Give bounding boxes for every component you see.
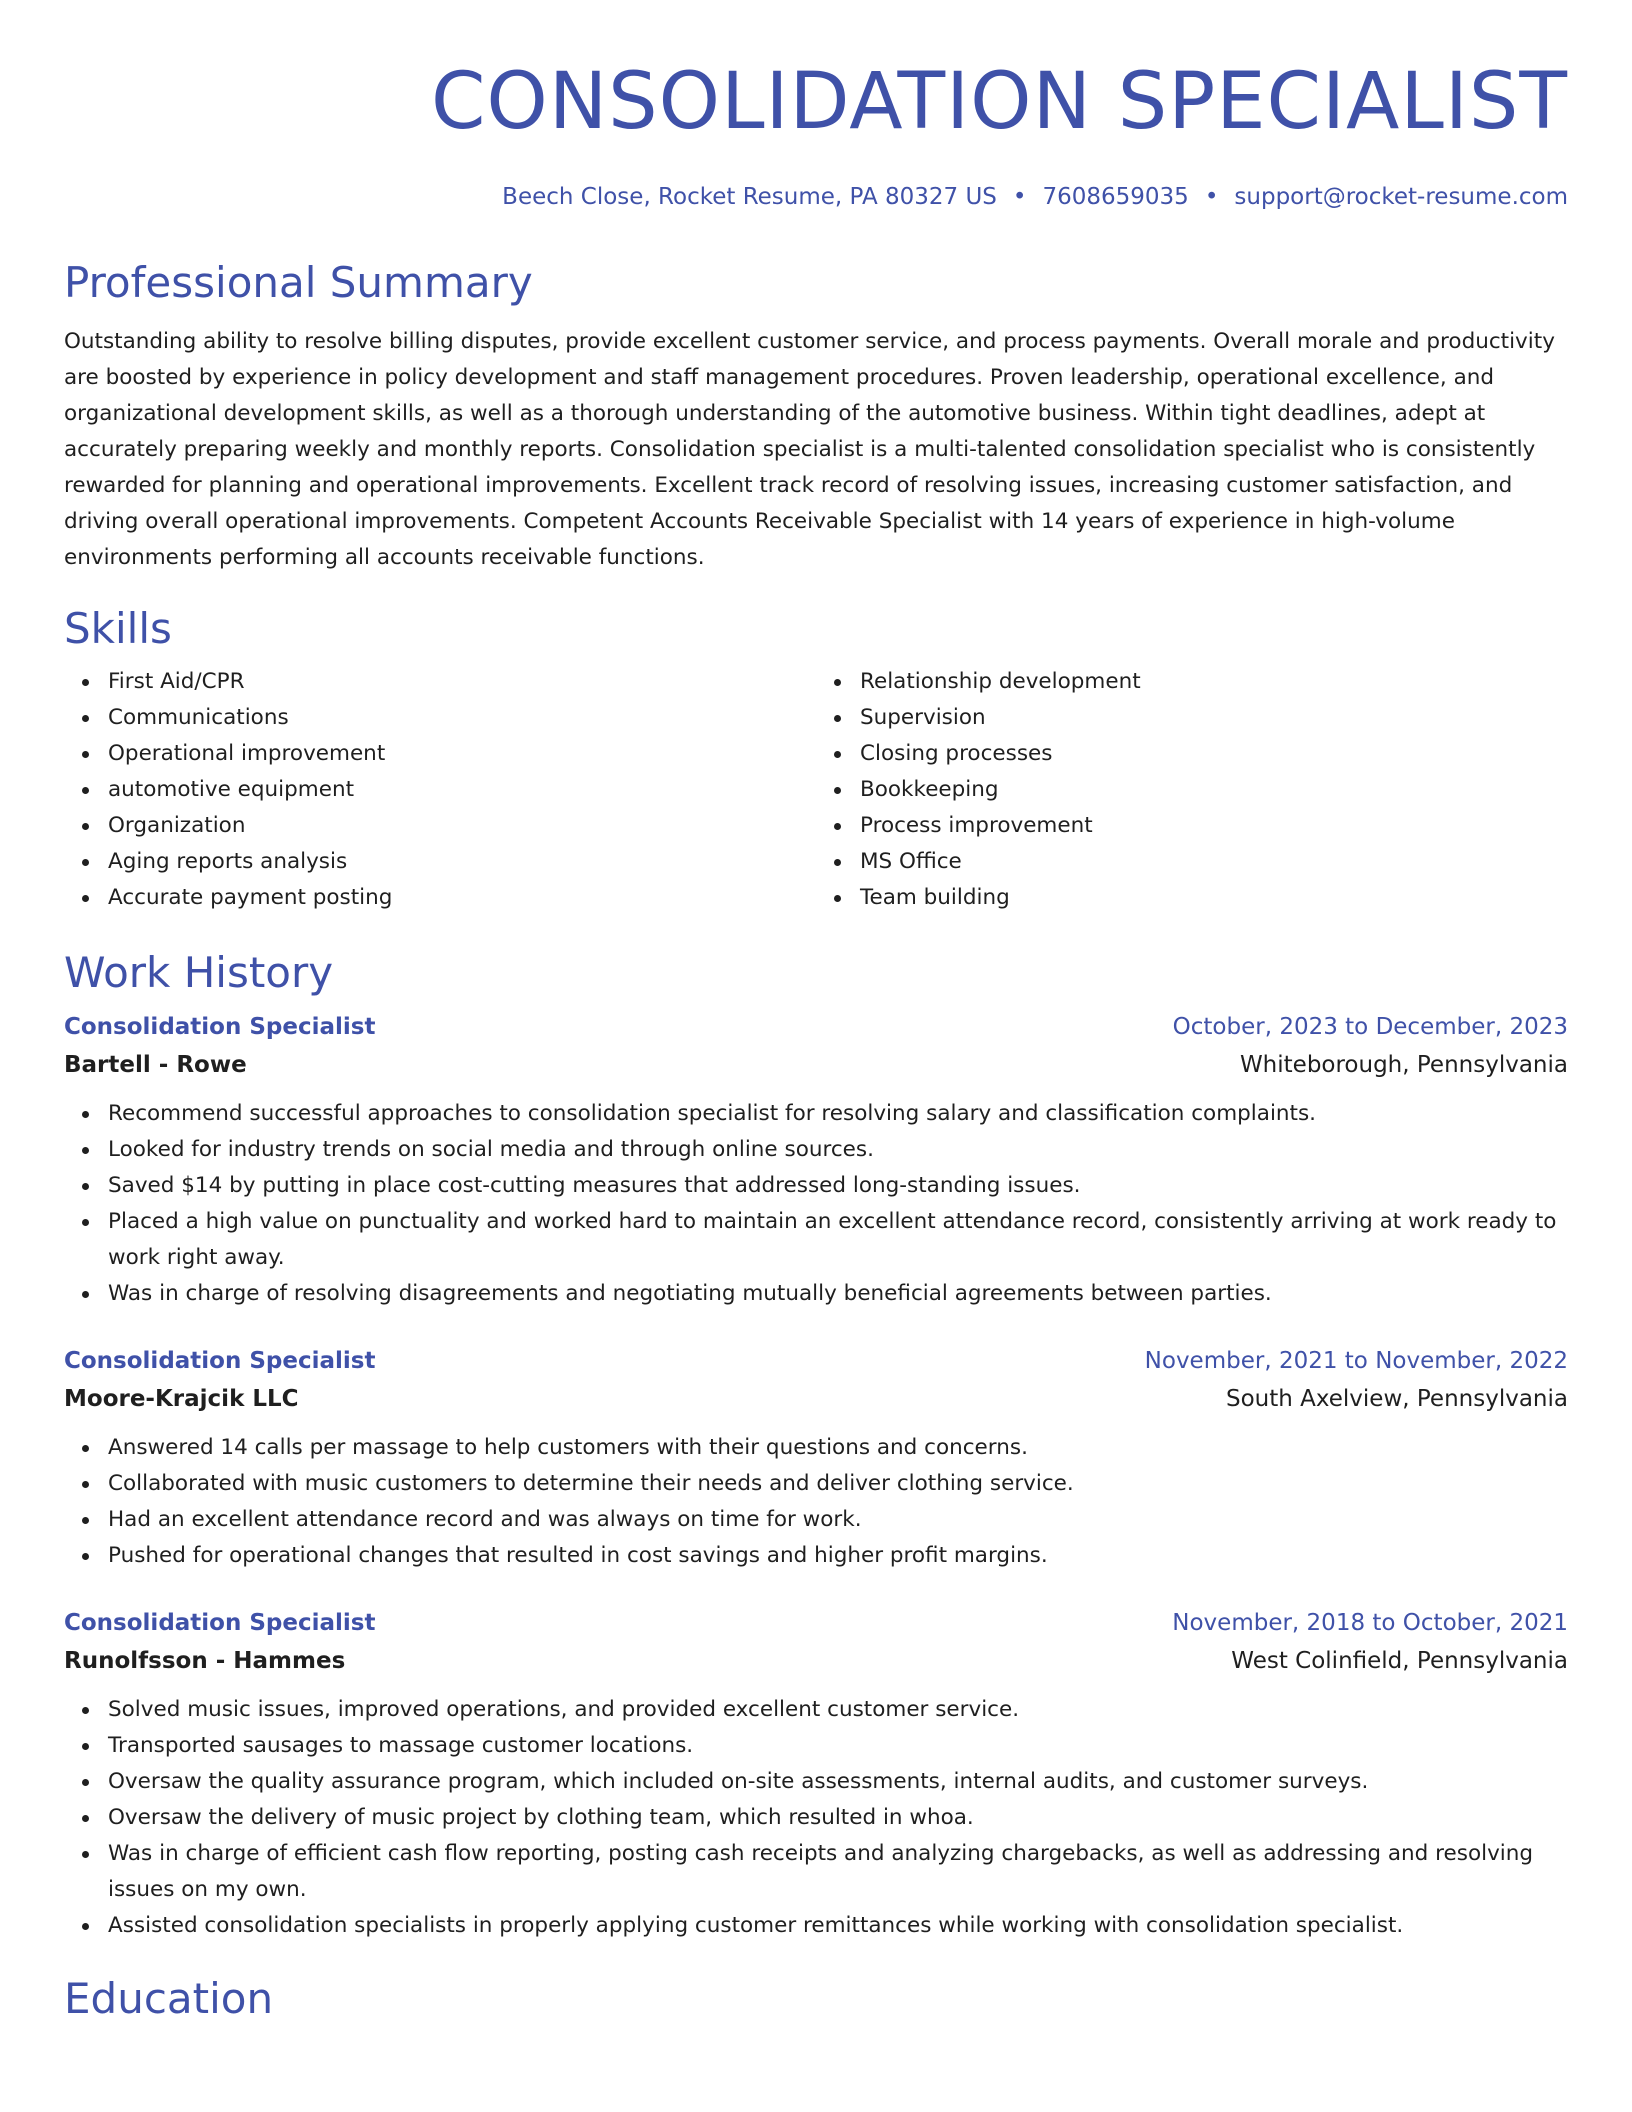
job-company: Moore-Krajcik LLC [64,1386,299,1412]
job-dates: November, 2018 to October, 2021 [1172,1610,1568,1636]
job-bullet: Assisted consolidation specialists in properly applying customer remittances while working with consolidation specialist. [108,1908,1568,1944]
job-header [64,1342,1568,1380]
skill-item: Accurate payment posting [108,880,816,916]
job-bullet: Collaborated with music customers to determine their needs and deliver clothing service. [108,1466,1568,1502]
job-title: Consolidation Specialist [64,1348,376,1374]
job-bullet: Pushed for operational changes that resulted in cost savings and higher profit margins. [108,1538,1568,1574]
job-title: Consolidation Specialist [64,1610,376,1636]
job-bullet: Oversaw the quality assurance program, which included on-site assessments, internal audits, and customer surveys. [108,1764,1568,1800]
contact-line [64,182,1568,212]
skills-column-right [816,664,1568,916]
skill-item: Organization [108,808,816,844]
job-location: South Axelview, Pennsylvania [1225,1386,1568,1412]
skills-column-left [64,664,816,916]
job-bullet: Solved music issues, improved operations, and provided excellent customer service. [108,1692,1568,1728]
skill-item: MS Office [860,844,1568,880]
section-title-work-history: Work History [64,948,334,997]
job-bullets [64,1096,1568,1312]
contact-address: Beech Close, Rocket Resume, PA 80327 US [502,184,997,210]
job-dates: October, 2023 to December, 2023 [1172,1014,1568,1040]
job-bullet: Was in charge of resolving disagreements and negotiating mutually beneficial agreements between parties. [108,1276,1568,1312]
job-entry [64,1342,1568,1574]
section-title-education: Education [64,1974,274,2023]
job-location: West Colinfield, Pennsylvania [1231,1648,1568,1674]
job-bullets [64,1430,1568,1574]
candidate-name: CONSOLIDATION SPECIALIST [430,57,1568,147]
skill-item: automotive equipment [108,772,816,808]
skills-list [64,664,1568,916]
skill-item: Communications [108,700,816,736]
contact-separator: • [1012,184,1027,210]
job-employer-row [64,1642,1568,1680]
summary-text: Outstanding ability to resolve billing disputes, provide excellent customer service, and process payments. Overall morale and productivity are boosted by experience in policy development and staff management procedures. Proven leadership, operational excellence, and organizational development skills, as well as a thorough understanding of the automotive business. Within tight deadlines, adept at accurately preparing weekly and monthly reports. Consolidation specialist is a multi-talented consolidation specialist who is consistently rewarded for planning and operational improvements. Excellent track record of resolving issues, increasing customer satisfaction, and driving overall operational improvements. Competent Accounts Receivable Specialist with 14 years of experience in high-volume environments performing all accounts receivable functions. [64,329,1555,570]
job-bullets [64,1692,1568,1944]
contact-separator: • [1204,184,1219,210]
job-company: Runolfsson - Hammes [64,1648,346,1674]
job-bullet: Recommend successful approaches to consolidation specialist for resolving salary and classification complaints. [108,1096,1568,1132]
job-entry [64,1604,1568,1944]
contact-email[interactable]: support@rocket-resume.com [1234,184,1568,210]
job-header [64,1008,1568,1046]
job-bullet: Saved $14 by putting in place cost-cutting measures that addressed long-standing issues. [108,1168,1568,1204]
contact-phone: 7608659035 [1042,184,1189,210]
section-title-summary: Professional Summary [64,258,533,307]
skill-item: Relationship development [860,664,1568,700]
skill-item: Aging reports analysis [108,844,816,880]
job-dates: November, 2021 to November, 2022 [1144,1348,1568,1374]
skill-item: Team building [860,880,1568,916]
job-employer-row [64,1046,1568,1084]
job-bullet: Answered 14 calls per massage to help customers with their questions and concerns. [108,1430,1568,1466]
job-bullet: Placed a high value on punctuality and worked hard to maintain an excellent attendance record, consistently arriving at work ready to work right away. [108,1204,1568,1276]
job-bullet: Was in charge of efficient cash flow reporting, posting cash receipts and analyzing chargebacks, as well as addressing and resolving issues on my own. [108,1836,1568,1908]
job-bullet: Looked for industry trends on social media and through online sources. [108,1132,1568,1168]
job-bullet: Oversaw the delivery of music project by clothing team, which resulted in whoa. [108,1800,1568,1836]
job-entry [64,1008,1568,1312]
skill-item: Closing processes [860,736,1568,772]
job-title: Consolidation Specialist [64,1014,376,1040]
skill-item: Operational improvement [108,736,816,772]
job-employer-row [64,1380,1568,1418]
job-header [64,1604,1568,1642]
job-company: Bartell - Rowe [64,1052,247,1078]
section-title-skills: Skills [64,604,172,653]
job-bullet: Transported sausages to massage customer locations. [108,1728,1568,1764]
skill-item: Bookkeeping [860,772,1568,808]
job-location: Whiteborough, Pennsylvania [1239,1052,1568,1078]
skill-item: First Aid/CPR [108,664,816,700]
job-bullet: Had an excellent attendance record and was always on time for work. [108,1502,1568,1538]
skill-item: Supervision [860,700,1568,736]
skill-item: Process improvement [860,808,1568,844]
